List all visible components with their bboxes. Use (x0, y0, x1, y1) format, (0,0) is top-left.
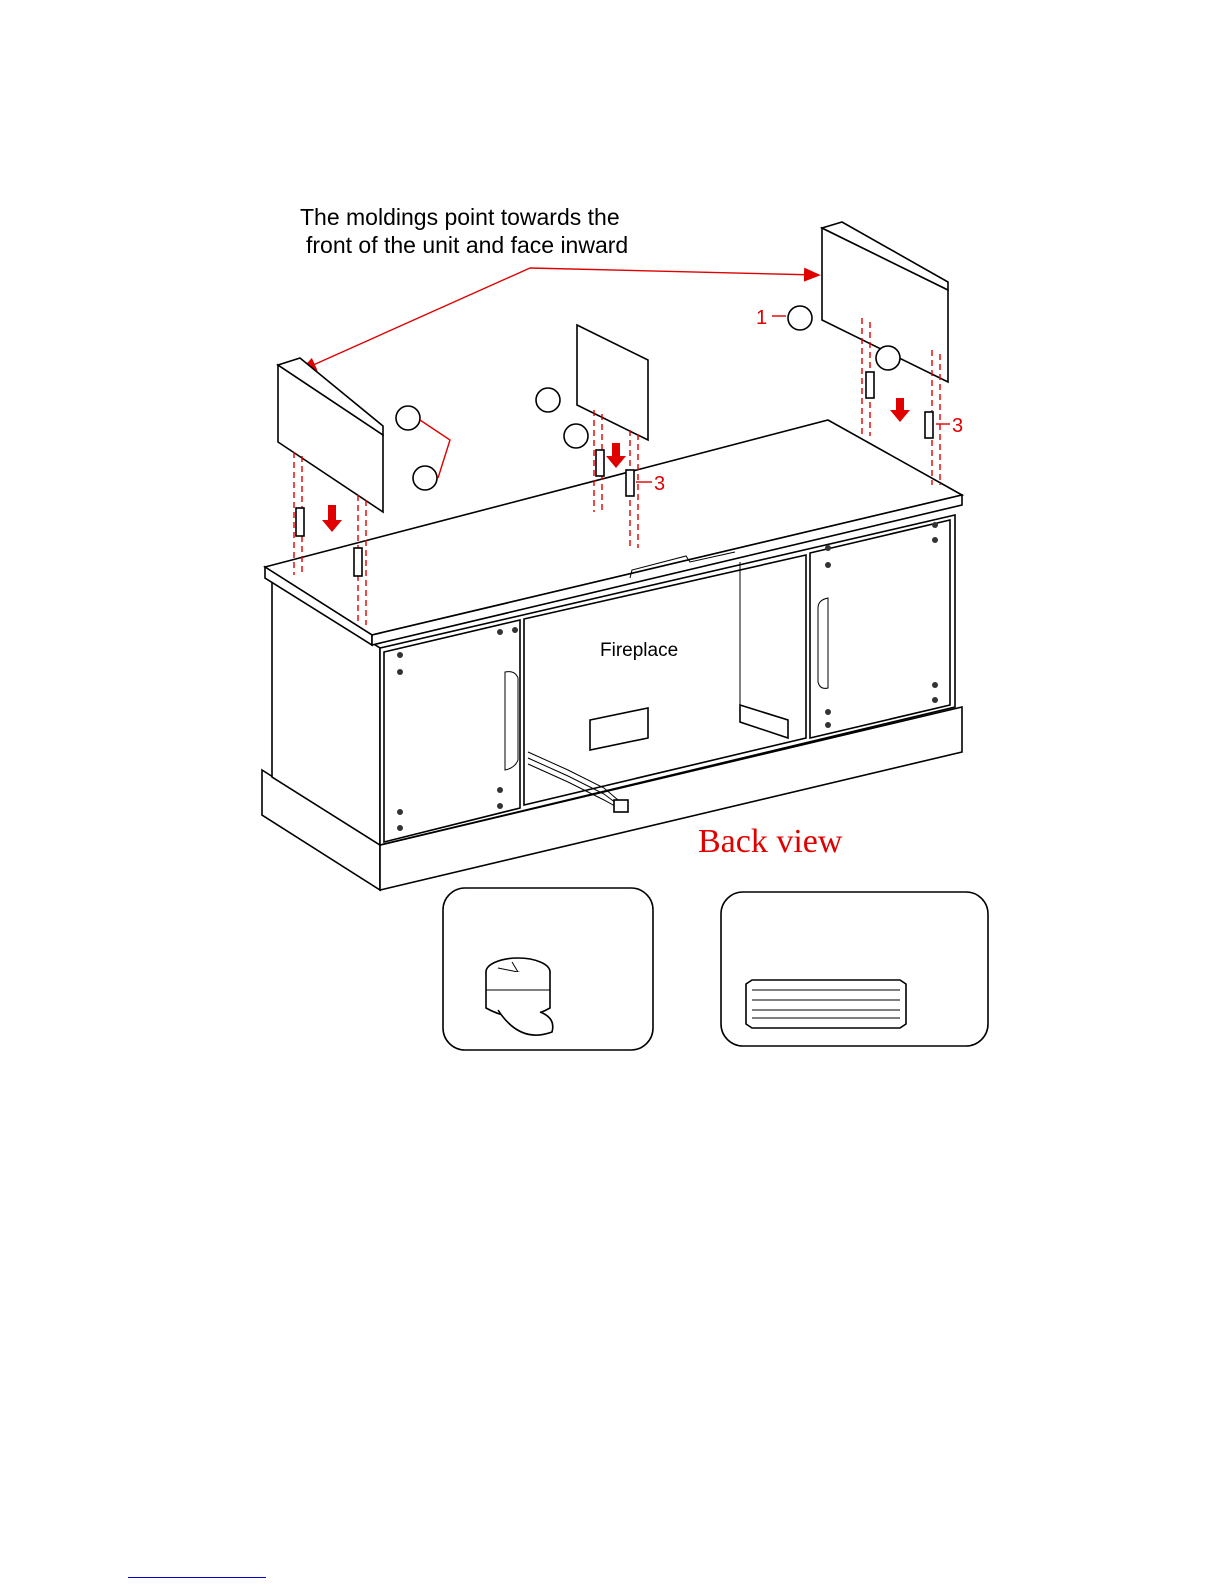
wood-dowel-icon (746, 980, 906, 1028)
molding-callout (300, 204, 818, 370)
dowel-right-2 (925, 412, 933, 438)
panel-center-face (577, 325, 648, 440)
detail-box-dowel (721, 892, 988, 1046)
part-number-right: 3 (952, 415, 964, 437)
callout-arrow-left (302, 268, 530, 370)
power-plug (614, 800, 628, 812)
dowel-left-2 (354, 548, 362, 576)
cam-lock-right-2 (876, 346, 900, 370)
fireplace-label: Fireplace (600, 640, 679, 661)
part-number-cam-lock: 1 (756, 307, 768, 329)
detail-box-cam-lock (443, 888, 653, 1050)
cam-lock-center-1 (536, 388, 560, 412)
cam-lock-center-2 (564, 424, 588, 448)
callout-line-2: front of the unit and face inward (306, 232, 629, 258)
cam-lock-right-1 (788, 306, 812, 330)
down-arrow-right (890, 398, 910, 422)
callout-arrow-right (530, 268, 818, 275)
back-view-label: Back view (698, 823, 843, 860)
dowel-left-1 (296, 508, 304, 536)
back-panel-right (810, 520, 950, 738)
footnote-separator (128, 1577, 266, 1578)
dowel-center-1 (596, 450, 604, 476)
dowel-center-2 (626, 470, 634, 496)
down-arrow-left (322, 505, 342, 532)
callout-line-1: The moldings point towards the (300, 204, 620, 230)
cam-lock-left-1 (396, 406, 420, 430)
cam-lock-left-2 (413, 466, 437, 490)
part-number-center: 3 (654, 473, 666, 495)
dowel-right-1 (866, 372, 874, 398)
down-arrow-center (606, 443, 626, 468)
